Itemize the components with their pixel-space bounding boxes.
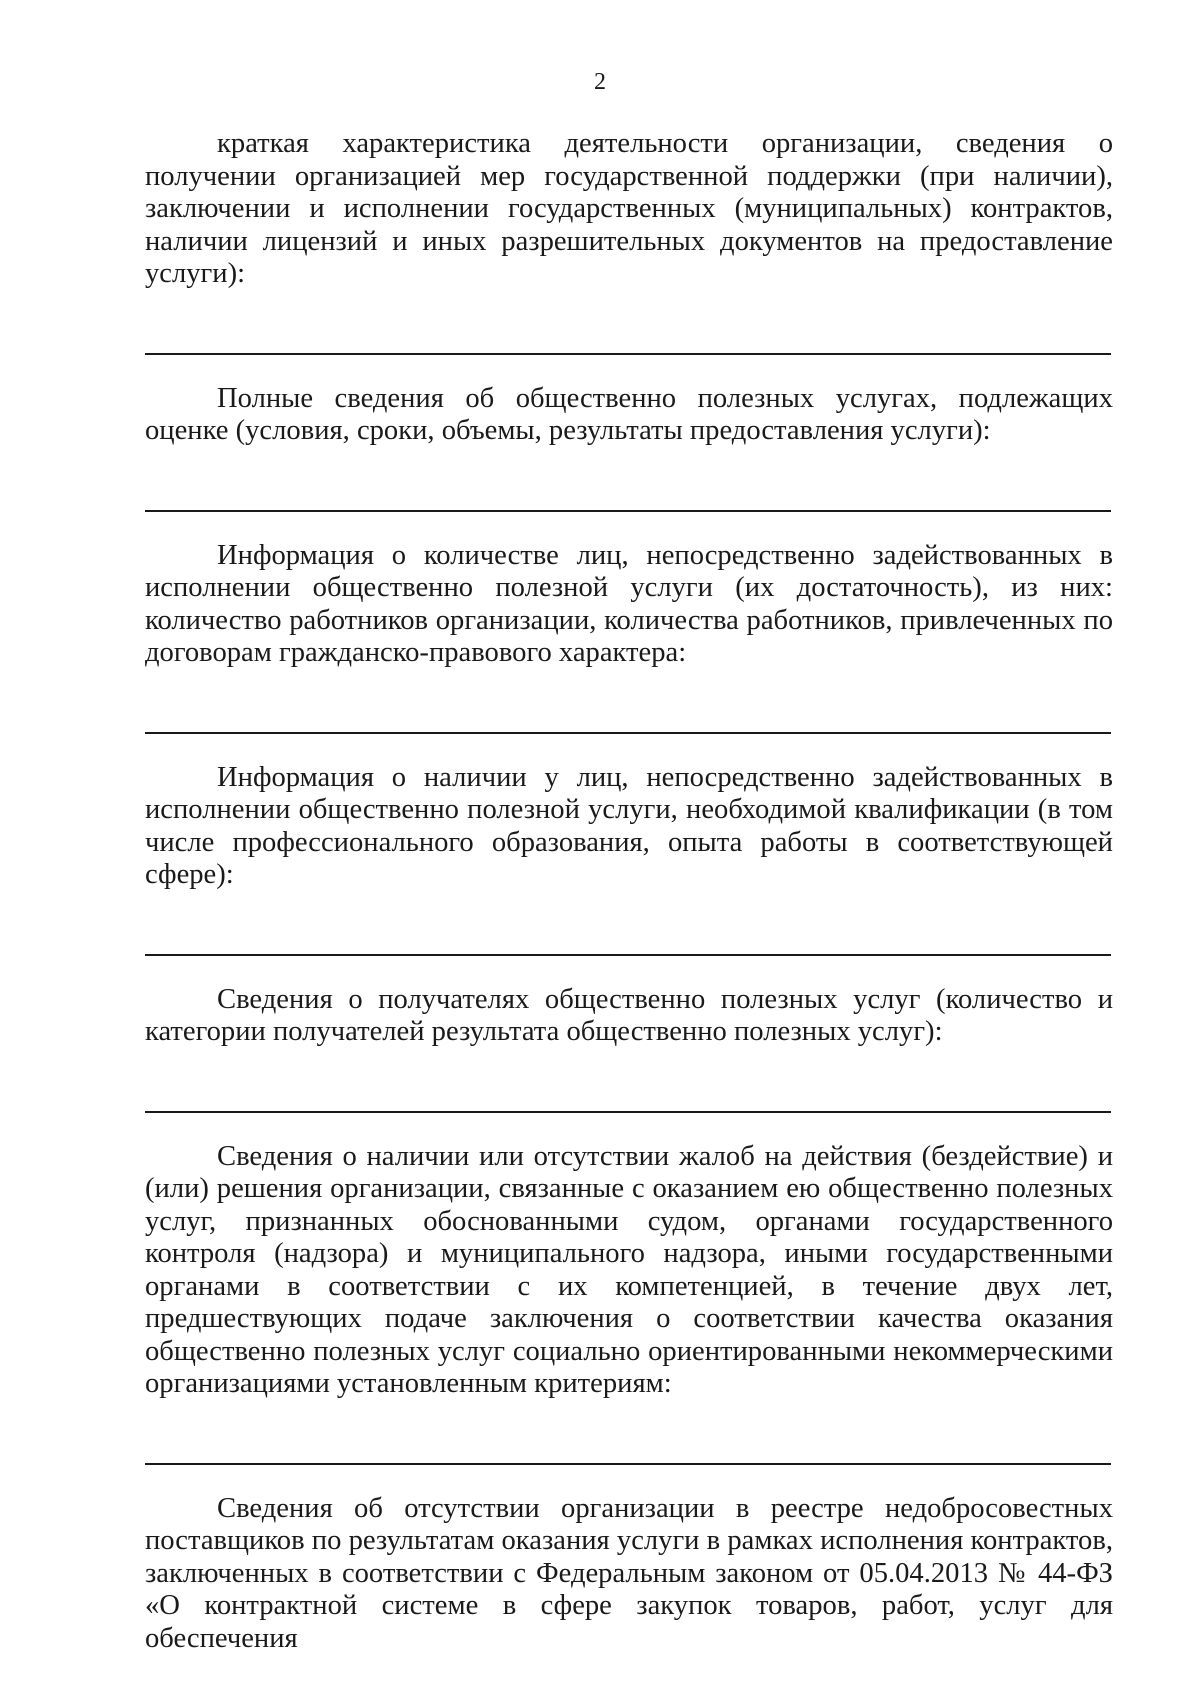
paragraph-complaints: Сведения о наличии или отсутствии жалоб на действия (бездействие) и (или) решения организации, связанные с оказанием ею общественно полезных услуг, признанных обоснованными судом, органами государственного контроля (надзора) и муниципального надзора, иными государственными органами в соответствии с их компетенцией, в течение двух лет, предшествующих подаче заключения о соответствии качества оказания общественно полезных услуг социально ориентированными некоммерческими организациями установленным критериям:	[145, 1140, 1113, 1399]
page-number: 2	[594, 69, 606, 95]
blank-line	[145, 1463, 1111, 1465]
paragraph-unfair-suppliers-registry: Сведения об отсутствии организации в реестре недобросовестных поставщиков по результатам оказания услуги в рамках исполнения контрактов, заключенных в соответствии с Федеральным законом от 05.04.2013 № 44-ФЗ «О контрактной системе в сфере закупок товаров, работ, услуг для обеспечения	[145, 1492, 1113, 1654]
paragraph-staff-count: Информация о количестве лиц, непосредственно задействованных в исполнении общественно полезной услуги (их достаточность), из них: количество работников организации, количества работников, привлеченных по договорам гражданско-правового характера:	[145, 539, 1113, 668]
paragraph-organization-summary: краткая характеристика деятельности организации, сведения о получении организацией мер государственной поддержки (при наличии), заключении и исполнении государственных (муниципальных) контрактов, наличии лицензий и иных разрешительных документов на предоставление услуги):	[145, 128, 1113, 289]
paragraph-service-recipients: Сведения о получателях общественно полезных услуг (количество и категории получателей результата общественно полезных услуг):	[145, 983, 1113, 1047]
paragraph-staff-qualification: Информация о наличии у лиц, непосредственно задействованных в исполнении общественно полезной услуги, необходимой квалификации (в том числе профессионального образования, опыта работы в соответствующей сфере):	[145, 761, 1113, 890]
paragraph-services-info: Полные сведения об общественно полезных услугах, подлежащих оценке (условия, сроки, объемы, результаты предоставления услуги):	[145, 382, 1113, 446]
blank-line	[145, 1111, 1111, 1113]
document-body	[145, 128, 1113, 1655]
blank-line	[145, 353, 1111, 355]
blank-line	[145, 954, 1111, 956]
blank-line	[145, 732, 1111, 734]
blank-line	[145, 510, 1111, 512]
